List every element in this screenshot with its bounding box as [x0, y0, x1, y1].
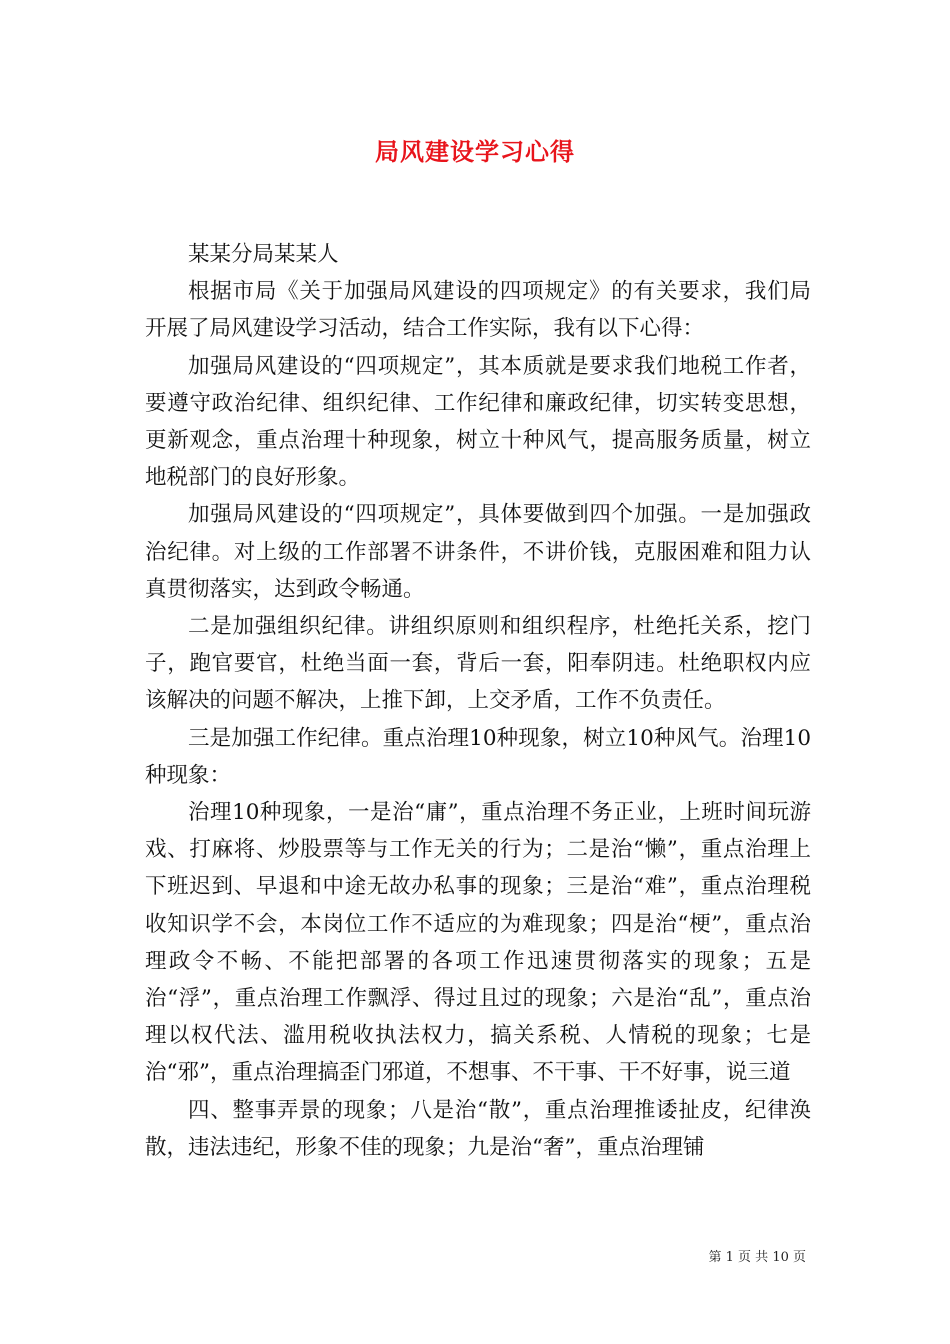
paragraph-continued: 四、整事弄景的现象；八是治“散”，重点治理推诿扯皮，纪律涣散，违法违纪，形象不佳的现象；九是治“奢”，重点治理铺 — [145, 1097, 811, 1160]
document-title: 局风建设学习心得 — [375, 137, 575, 166]
paragraph-organizational-discipline: 二是加强组织纪律。讲组织原则和组织程序，杜绝托关系，挖门子，跑官要官，杜绝当面一套，背后一套，阳奉阴违。杜绝职权内应该解决的问题不解决，上推下卸，上交矛盾，工作不负责任。 — [145, 614, 811, 714]
paragraph-essence: 加强局风建设的“四项规定”，其本质就是要求我们地税工作者，要遵守政治纪律、组织纪律、工作纪律和廉政纪律，切实转变思想，更新观念，重点治理十种现象，树立十种风气，提高服务质量，树立地税部门的良好形象。 — [145, 353, 811, 491]
paragraph-ten-phenomena: 治理10种现象，一是治“庸”，重点治理不务正业，上班时间玩游戏、打麻将、炒股票等与工作无关的行为；二是治“懒”，重点治理上下班迟到、早退和中途无故办私事的现象；三是治“难”，重点治理税收知识学不会，本岗位工作不适应的为难现象；四是治“梗”，重点治理政令不畅、不能把部署的各项工作迅速贯彻落实的现象；五是治“浮”，重点治理工作飘浮、得过且过的现象；六是治“乱”，重点治理以权代法、滥用税收执法权力，搞关系税、人情税的现象；七是治“邪”，重点治理搞歪门邪道，不想事、不干事、干不好事，说三道 — [145, 800, 811, 1086]
author-line: 某某分局某某人 — [188, 242, 339, 267]
paragraph-work-discipline: 三是加强工作纪律。重点治理10种现象，树立10种风气。治理10种现象： — [145, 725, 811, 788]
paragraph-intro: 根据市局《关于加强局风建设的四项规定》的有关要求，我们局开展了局风建设学习活动，结合工作实际，我有以下心得： — [145, 279, 811, 342]
paragraph-political-discipline: 加强局风建设的“四项规定”，具体要做到四个加强。一是加强政治纪律。对上级的工作部署不讲条件，不讲价钱，克服困难和阻力认真贯彻落实，达到政令畅通。 — [145, 502, 811, 602]
page-number-footer: 第 1 页 共 10 页 — [708, 1250, 806, 1265]
document-body — [145, 236, 811, 1166]
